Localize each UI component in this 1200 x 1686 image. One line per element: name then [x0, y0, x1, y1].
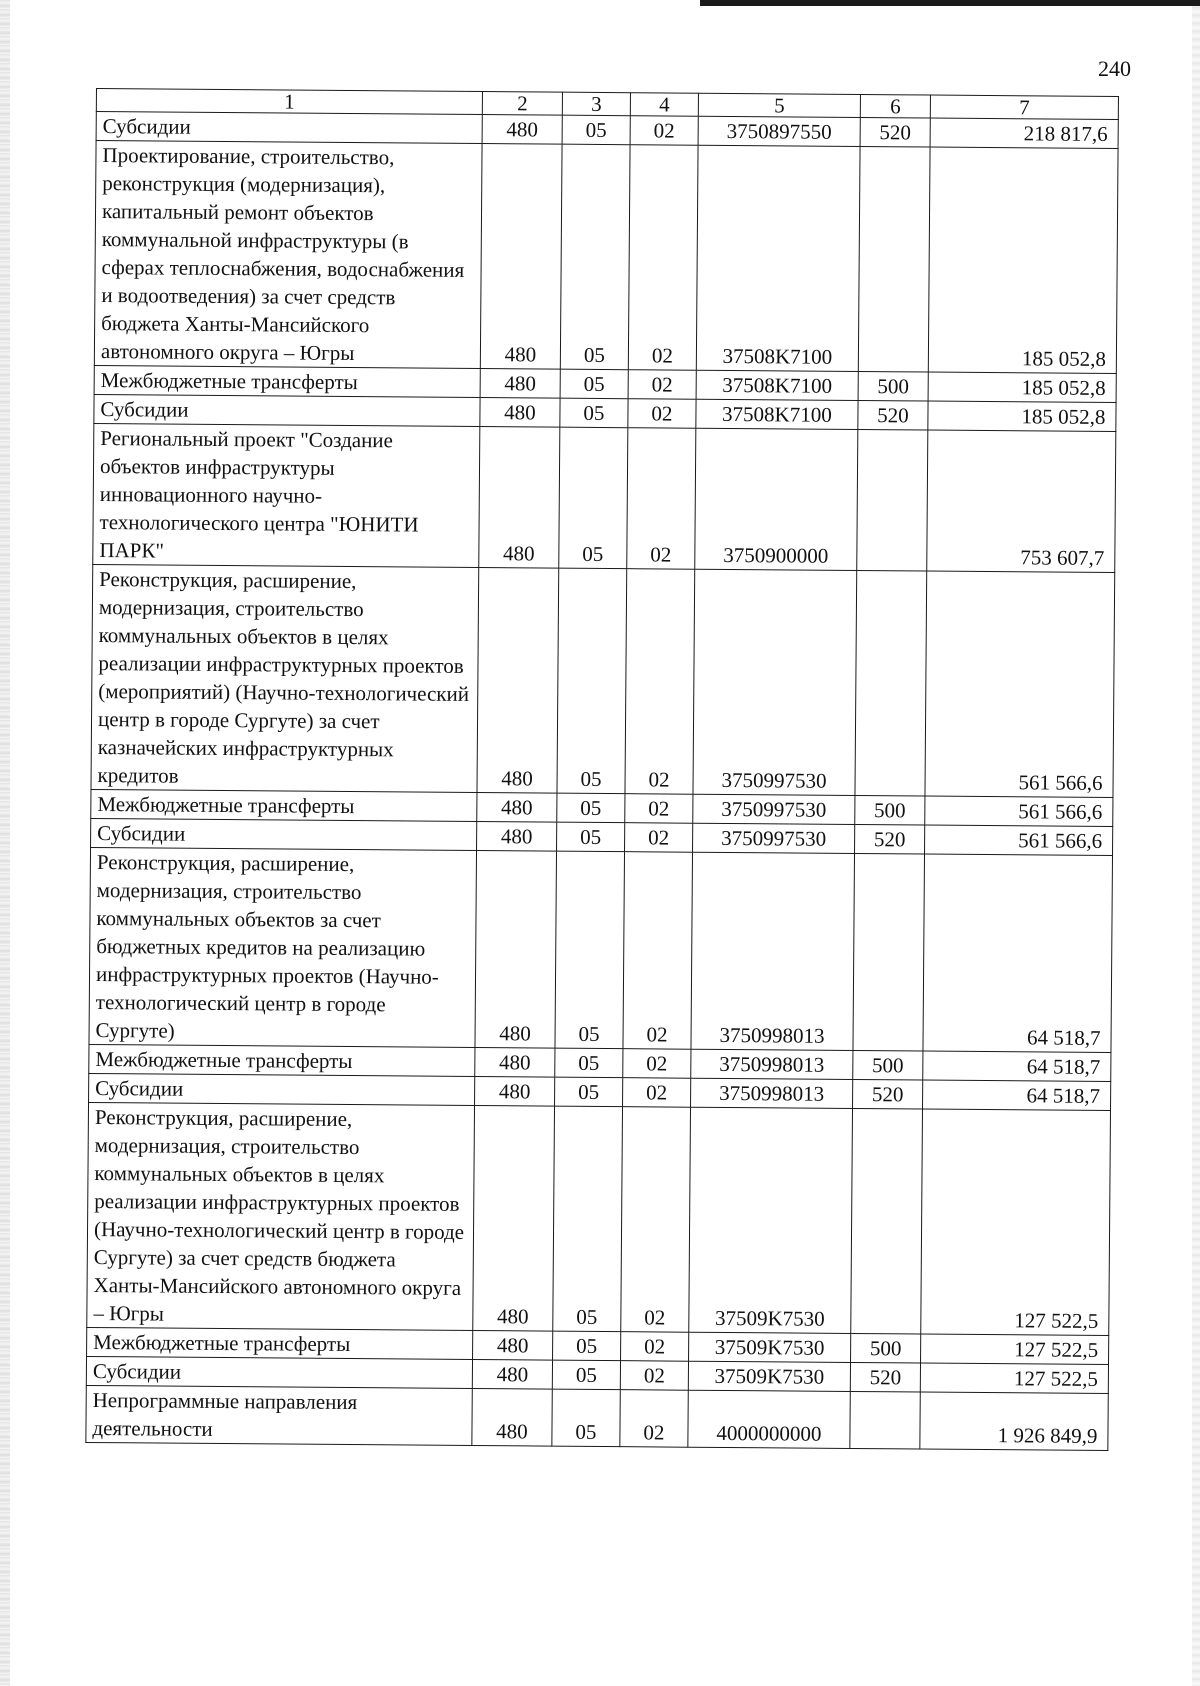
row-name: Субсидии — [89, 1073, 475, 1105]
row-amount: 185 052,8 — [928, 147, 1118, 373]
row-name: Субсидии — [94, 394, 480, 426]
row-code-2: 480 — [482, 115, 562, 145]
row-name: Проектирование, строительство, реконструкция (модернизация), капитальный ремонт объектов коммунальной инфраструктуры (в сферах теплоснабжения, водоснабжения и водоотведения) за счет средств бюджета Ханты-Мансийского автономного округа – Югры — [94, 141, 482, 369]
row-code-3: 05 — [562, 115, 630, 145]
row-code-2: 480 — [475, 1048, 555, 1078]
row-code-4: 02 — [627, 428, 696, 570]
header-cell: 6 — [860, 95, 930, 119]
row-code-2: 480 — [472, 1359, 552, 1389]
row-code-5: 3750997530 — [693, 823, 855, 853]
row-code-2: 480 — [477, 568, 559, 794]
row-code-2: 480 — [472, 1388, 552, 1446]
row-amount: 127 522,5 — [921, 1109, 1111, 1335]
row-amount: 185 052,8 — [928, 372, 1116, 402]
page-number: 240 — [1098, 56, 1131, 81]
row-name: Субсидии — [91, 818, 477, 850]
row-code-5: 37509K7530 — [688, 1361, 850, 1391]
row-code-6: 500 — [855, 795, 925, 825]
row-amount: 64 518,7 — [923, 1051, 1111, 1081]
row-code-2: 480 — [477, 793, 557, 823]
row-name: Субсидии — [86, 1356, 472, 1388]
row-code-4: 02 — [625, 823, 693, 853]
row-code-6 — [857, 429, 928, 571]
row-code-5: 37508K7100 — [696, 370, 858, 400]
row-name: Реконструкция, расширение, модернизация, строительство коммунальных объектов за счет бюджетных кредитов на реализацию инфраструктурных проектов (Научно-технологический центр в городе Сургуте) — [89, 847, 477, 1047]
row-amount: 185 052,8 — [928, 401, 1116, 431]
row-code-2: 480 — [473, 1330, 553, 1360]
row-code-2: 480 — [477, 822, 557, 852]
row-name: Межбюджетные трансферты — [89, 1044, 475, 1076]
row-amount: 561 566,6 — [925, 571, 1115, 797]
row-code-5: 37508K7100 — [696, 145, 860, 371]
scan-edge-left — [0, 0, 10, 1686]
row-name: Региональный проект "Создание объектов инфраструктуры инновационного научно-технологического центра "ЮНИТИ ПАРК" — [93, 423, 480, 567]
row-code-5: 3750997530 — [693, 569, 857, 795]
table-row — [93, 423, 1116, 572]
row-code-5: 3750998013 — [691, 852, 855, 1050]
scan-edge-right — [1192, 0, 1200, 1686]
row-code-6: 520 — [858, 400, 928, 430]
row-code-4: 02 — [623, 1049, 691, 1079]
row-code-6: 500 — [858, 371, 928, 401]
row-code-6: 520 — [855, 824, 925, 854]
row-amount: 561 566,6 — [925, 825, 1113, 855]
row-code-6 — [858, 147, 930, 373]
scan-bar-top — [700, 0, 1200, 6]
row-code-4: 02 — [628, 399, 696, 429]
row-code-2: 480 — [475, 1077, 555, 1107]
header-cell: 4 — [630, 93, 698, 117]
table-row — [91, 564, 1115, 797]
row-name: Субсидии — [96, 112, 482, 144]
row-code-3: 05 — [560, 369, 628, 399]
row-code-2: 480 — [475, 851, 557, 1049]
row-code-3: 05 — [552, 1360, 620, 1390]
table-row — [87, 1102, 1111, 1335]
header-cell: 2 — [482, 92, 562, 116]
row-name: Межбюджетные трансферты — [91, 789, 477, 821]
row-code-2: 480 — [480, 398, 560, 428]
row-code-6: 520 — [860, 118, 930, 148]
row-amount: 561 566,6 — [925, 796, 1113, 826]
row-amount: 64 518,7 — [923, 1080, 1111, 1110]
row-name: Межбюджетные трансферты — [94, 365, 480, 397]
table-row — [86, 1385, 1108, 1450]
row-code-3: 05 — [555, 1077, 623, 1107]
row-amount: 127 522,5 — [921, 1334, 1109, 1364]
row-code-2: 480 — [473, 1106, 555, 1332]
row-code-5: 3750900000 — [695, 428, 858, 570]
row-code-3: 05 — [553, 1331, 621, 1361]
row-code-5: 3750897550 — [698, 116, 860, 146]
row-code-5: 3750998013 — [691, 1078, 853, 1108]
row-name: Реконструкция, расширение, модернизация, строительство коммунальных объектов в целях реализации инфраструктурных проектов (мероприятий) (Научно-технологический центр в городе Сургуте) за счет казначейских инфраструктурных кредитов — [91, 564, 479, 792]
row-code-2: 480 — [479, 427, 560, 569]
row-name: Межбюджетные трансферты — [87, 1327, 473, 1359]
row-code-3: 05 — [560, 398, 628, 428]
row-code-5: 37508K7100 — [696, 399, 858, 429]
row-code-4: 02 — [620, 1361, 688, 1391]
row-name: Непрограммные направления деятельности — [86, 1385, 472, 1445]
row-code-4: 02 — [623, 1078, 691, 1108]
row-amount: 753 607,7 — [927, 430, 1116, 572]
row-code-5: 4000000000 — [688, 1390, 850, 1448]
row-code-4: 02 — [621, 1107, 691, 1333]
row-code-6: 520 — [853, 1079, 923, 1109]
row-name: Реконструкция, расширение, модернизация, строительство коммунальных объектов в целях реализации инфраструктурных проектов (Научно-технологический центр в городе Сургуте) за счет средств бюджета Ханты-Мансийского автономного округа – Югры — [87, 1102, 475, 1330]
row-code-4: 02 — [628, 145, 698, 371]
row-code-6 — [850, 1391, 920, 1449]
header-cell: 7 — [930, 95, 1118, 119]
row-amount: 218 817,6 — [930, 118, 1118, 148]
row-code-3: 05 — [559, 427, 628, 569]
row-code-3: 05 — [560, 144, 630, 370]
row-code-4: 02 — [625, 569, 695, 795]
row-code-6: 500 — [853, 1050, 923, 1080]
row-code-3: 05 — [557, 568, 627, 794]
row-code-2: 480 — [480, 369, 560, 399]
table-row — [89, 847, 1113, 1052]
row-code-3: 05 — [555, 1048, 623, 1078]
row-amount: 64 518,7 — [923, 854, 1113, 1052]
header-cell: 3 — [562, 92, 630, 116]
row-code-5: 37509K7530 — [689, 1107, 853, 1333]
row-code-6 — [853, 853, 925, 1051]
row-amount: 1 926 849,9 — [920, 1392, 1108, 1450]
header-cell: 1 — [96, 89, 482, 115]
row-code-3: 05 — [553, 1106, 623, 1332]
row-code-4: 02 — [625, 794, 693, 824]
budget-table — [85, 88, 1119, 1451]
row-code-4: 02 — [620, 1390, 688, 1448]
row-code-5: 3750998013 — [691, 1049, 853, 1079]
row-code-3: 05 — [557, 793, 625, 823]
header-cell: 5 — [698, 93, 860, 117]
row-code-5: 3750997530 — [693, 794, 855, 824]
row-code-4: 02 — [628, 370, 696, 400]
row-code-4: 02 — [621, 1332, 689, 1362]
row-code-6: 500 — [851, 1333, 921, 1363]
row-code-4: 02 — [630, 116, 698, 146]
row-code-6: 520 — [850, 1362, 920, 1392]
row-code-6 — [851, 1108, 923, 1334]
row-code-3: 05 — [555, 851, 625, 1049]
row-code-3: 05 — [557, 822, 625, 852]
row-code-6 — [855, 570, 927, 796]
row-code-2: 480 — [480, 144, 562, 370]
row-code-3: 05 — [552, 1389, 620, 1447]
row-code-5: 37509K7530 — [689, 1332, 851, 1362]
row-amount: 127 522,5 — [920, 1363, 1108, 1393]
row-code-4: 02 — [623, 852, 693, 1050]
table-row — [94, 141, 1118, 374]
